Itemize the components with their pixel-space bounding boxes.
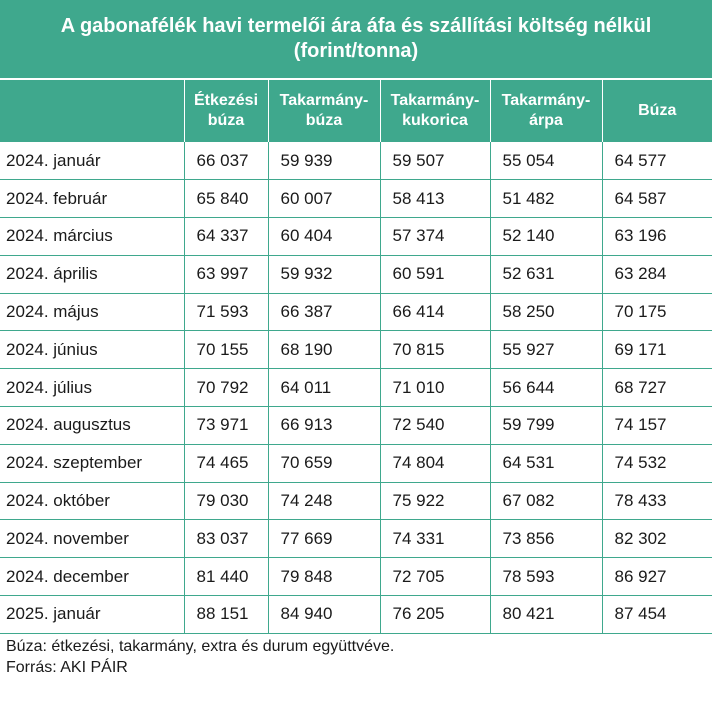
row-value-cell: 74 157 bbox=[602, 407, 712, 445]
row-value-cell: 65 840 bbox=[184, 180, 268, 218]
row-period-cell: 2024. augusztus bbox=[0, 407, 184, 445]
row-period-cell: 2024. február bbox=[0, 180, 184, 218]
row-value-cell: 74 331 bbox=[380, 520, 490, 558]
row-value-cell: 70 659 bbox=[268, 444, 380, 482]
row-value-cell: 79 848 bbox=[268, 558, 380, 596]
row-value-cell: 79 030 bbox=[184, 482, 268, 520]
row-value-cell: 66 913 bbox=[268, 407, 380, 445]
row-value-cell: 71 010 bbox=[380, 369, 490, 407]
table-row bbox=[0, 142, 712, 180]
header-cell-etkezesi-buza: Étkezési búza bbox=[184, 80, 268, 142]
row-value-cell: 63 196 bbox=[602, 218, 712, 256]
row-value-cell: 74 804 bbox=[380, 444, 490, 482]
table-row bbox=[0, 482, 712, 520]
row-value-cell: 68 727 bbox=[602, 369, 712, 407]
row-value-cell: 74 248 bbox=[268, 482, 380, 520]
header-cell-buza: Búza bbox=[602, 80, 712, 142]
price-table bbox=[0, 80, 712, 634]
table-row bbox=[0, 407, 712, 445]
row-value-cell: 58 250 bbox=[490, 293, 602, 331]
table-row bbox=[0, 369, 712, 407]
header-cell-takarmany-kukorica: Takarmány-kukorica bbox=[380, 80, 490, 142]
row-value-cell: 72 540 bbox=[380, 407, 490, 445]
row-value-cell: 80 421 bbox=[490, 596, 602, 634]
row-value-cell: 59 799 bbox=[490, 407, 602, 445]
row-value-cell: 60 591 bbox=[380, 255, 490, 293]
row-period-cell: 2024. november bbox=[0, 520, 184, 558]
row-value-cell: 66 414 bbox=[380, 293, 490, 331]
header-cell-takarmany-arpa: Takarmány-árpa bbox=[490, 80, 602, 142]
row-period-cell: 2024. január bbox=[0, 142, 184, 180]
row-value-cell: 52 140 bbox=[490, 218, 602, 256]
row-value-cell: 73 971 bbox=[184, 407, 268, 445]
row-value-cell: 51 482 bbox=[490, 180, 602, 218]
row-value-cell: 64 577 bbox=[602, 142, 712, 180]
row-value-cell: 87 454 bbox=[602, 596, 712, 634]
row-value-cell: 74 532 bbox=[602, 444, 712, 482]
row-value-cell: 59 932 bbox=[268, 255, 380, 293]
row-period-cell: 2024. április bbox=[0, 255, 184, 293]
table-row bbox=[0, 293, 712, 331]
row-value-cell: 68 190 bbox=[268, 331, 380, 369]
row-period-cell: 2024. május bbox=[0, 293, 184, 331]
header-cell-takarmany-buza: Takarmány-búza bbox=[268, 80, 380, 142]
row-value-cell: 78 593 bbox=[490, 558, 602, 596]
table-row bbox=[0, 218, 712, 256]
row-value-cell: 77 669 bbox=[268, 520, 380, 558]
row-value-cell: 63 997 bbox=[184, 255, 268, 293]
row-period-cell: 2024. szeptember bbox=[0, 444, 184, 482]
row-value-cell: 75 922 bbox=[380, 482, 490, 520]
row-value-cell: 70 815 bbox=[380, 331, 490, 369]
row-value-cell: 69 171 bbox=[602, 331, 712, 369]
row-value-cell: 71 593 bbox=[184, 293, 268, 331]
row-value-cell: 73 856 bbox=[490, 520, 602, 558]
table-row bbox=[0, 444, 712, 482]
row-value-cell: 56 644 bbox=[490, 369, 602, 407]
table-row bbox=[0, 520, 712, 558]
row-value-cell: 84 940 bbox=[268, 596, 380, 634]
row-period-cell: 2024. december bbox=[0, 558, 184, 596]
row-value-cell: 70 175 bbox=[602, 293, 712, 331]
row-value-cell: 60 404 bbox=[268, 218, 380, 256]
row-value-cell: 58 413 bbox=[380, 180, 490, 218]
row-value-cell: 64 531 bbox=[490, 444, 602, 482]
row-value-cell: 81 440 bbox=[184, 558, 268, 596]
row-period-cell: 2024. június bbox=[0, 331, 184, 369]
table-row bbox=[0, 255, 712, 293]
row-period-cell: 2024. július bbox=[0, 369, 184, 407]
header-row bbox=[0, 80, 712, 142]
row-value-cell: 64 011 bbox=[268, 369, 380, 407]
row-value-cell: 52 631 bbox=[490, 255, 602, 293]
row-value-cell: 59 939 bbox=[268, 142, 380, 180]
table-container bbox=[0, 80, 712, 634]
row-value-cell: 82 302 bbox=[602, 520, 712, 558]
header-cell-period bbox=[0, 80, 184, 142]
row-value-cell: 70 155 bbox=[184, 331, 268, 369]
row-value-cell: 83 037 bbox=[184, 520, 268, 558]
row-value-cell: 60 007 bbox=[268, 180, 380, 218]
table-title: A gabonafélék havi termelői ára áfa és szállítási költség nélkül (forint/tonna) bbox=[0, 0, 712, 78]
row-value-cell: 64 587 bbox=[602, 180, 712, 218]
row-period-cell: 2025. január bbox=[0, 596, 184, 634]
table-row bbox=[0, 331, 712, 369]
row-value-cell: 86 927 bbox=[602, 558, 712, 596]
row-value-cell: 67 082 bbox=[490, 482, 602, 520]
footnotes bbox=[6, 636, 394, 678]
row-value-cell: 88 151 bbox=[184, 596, 268, 634]
row-value-cell: 76 205 bbox=[380, 596, 490, 634]
table-row bbox=[0, 596, 712, 634]
row-period-cell: 2024. október bbox=[0, 482, 184, 520]
row-period-cell: 2024. március bbox=[0, 218, 184, 256]
table-header bbox=[0, 80, 712, 142]
row-value-cell: 74 465 bbox=[184, 444, 268, 482]
table-row bbox=[0, 558, 712, 596]
row-value-cell: 66 037 bbox=[184, 142, 268, 180]
table-body bbox=[0, 142, 712, 633]
row-value-cell: 72 705 bbox=[380, 558, 490, 596]
row-value-cell: 64 337 bbox=[184, 218, 268, 256]
row-value-cell: 78 433 bbox=[602, 482, 712, 520]
row-value-cell: 63 284 bbox=[602, 255, 712, 293]
row-value-cell: 55 927 bbox=[490, 331, 602, 369]
row-value-cell: 59 507 bbox=[380, 142, 490, 180]
row-value-cell: 55 054 bbox=[490, 142, 602, 180]
table-row bbox=[0, 180, 712, 218]
row-value-cell: 57 374 bbox=[380, 218, 490, 256]
row-value-cell: 66 387 bbox=[268, 293, 380, 331]
source-text: Forrás: AKI PÁIR bbox=[6, 659, 128, 676]
row-value-cell: 70 792 bbox=[184, 369, 268, 407]
footnote-text: Búza: étkezési, takarmány, extra és durum együttvéve. bbox=[6, 638, 395, 655]
